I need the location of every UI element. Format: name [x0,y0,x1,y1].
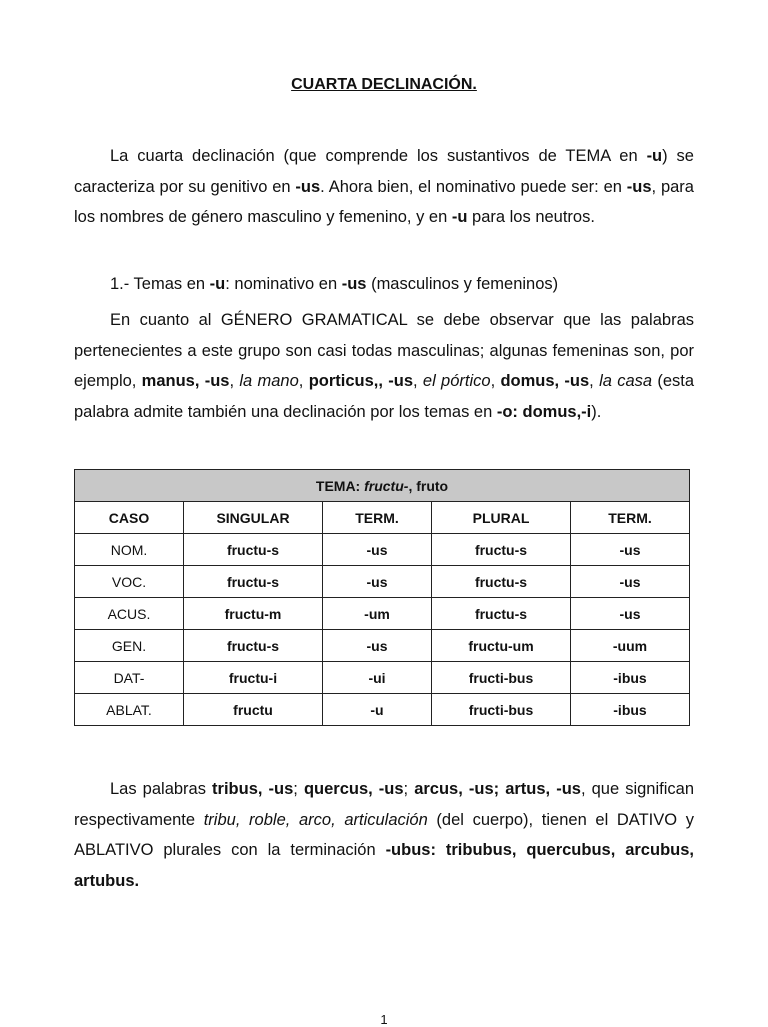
table-row [75,598,690,630]
case-cell: ABLAT. [75,694,184,726]
text: Las palabras [110,780,213,798]
bold-term: porticus,, -us [308,372,413,390]
gender-paragraph [74,305,694,427]
text: La cuarta declinación (que comprende los sustantivos de TEMA en [110,147,647,165]
italic-gloss: la mano [239,372,299,390]
table-row [75,630,690,662]
bold-term: arcus, -us; artus, -us [414,780,581,798]
text: En cuanto al GÉNERO GRAMATICAL se debe observar que las palabras pertenecientes a este grupo son casi todas masculinas; algunas femeninas son, por ejemplo, [74,311,694,390]
plural-cell: fructu-s [432,534,571,566]
bold-term: -ubus: tribubus, quercubus, arcubus, artubus. [74,841,694,890]
table-row [75,534,690,566]
tema-gloss: , fruto [408,477,449,494]
text: , [589,372,600,390]
table-title [75,470,690,502]
plural-ending-cell: -us [571,566,690,598]
singular-cell: fructu-i [184,662,323,694]
bold-term: -us [295,177,321,196]
singular-cell: fructu-m [184,598,323,630]
dative-ablative-paragraph [74,774,694,896]
singular-cell: fructu-s [184,534,323,566]
column-header: PLURAL [432,502,571,534]
plural-ending-cell: -ibus [571,662,690,694]
text: , que significan respectivamente [74,780,694,829]
table-header-row [75,502,690,534]
text: , para los nombres de género masculino y femenino, y en [74,177,694,226]
case-cell: VOC. [75,566,184,598]
text: (masculinos y femeninos) [366,275,559,293]
text: (esta palabra admite también una declinación por los temas en [74,372,695,421]
bold-term: -us [341,275,367,293]
plural-ending-cell: -uum [571,630,690,662]
bold-term: -u [209,275,226,293]
table-row [75,694,690,726]
italic-gloss: la casa [599,372,653,390]
plural-ending-cell: -us [571,534,690,566]
text: , [298,372,309,390]
text: ) se caracteriza por su genitivo en [74,147,694,196]
bold-term: -us [626,177,652,196]
intro-paragraph [74,141,694,233]
plural-ending-cell: -us [571,598,690,630]
text: . Ahora bien, el nominativo puede ser: en [320,177,627,196]
plural-cell: fructu-s [432,566,571,598]
text: , [413,372,423,390]
text: ; [403,780,415,798]
text: , [490,372,501,390]
table-row [75,662,690,694]
case-cell: DAT- [75,662,184,694]
text: 1.- Temas en [110,275,210,293]
singular-cell: fructu-s [184,566,323,598]
text: : nominativo en [225,275,342,293]
bold-term: -o: domus,-i [496,402,592,421]
text: , [229,372,240,390]
plural-cell: fructi-bus [432,662,571,694]
bold-term: manus, -us [141,372,230,390]
plural-cell: fructu-um [432,630,571,662]
singular-ending-cell: -u [323,694,432,726]
column-header: CASO [75,502,184,534]
plural-cell: fructi-bus [432,694,571,726]
plural-cell: fructu-s [432,598,571,630]
singular-ending-cell: -us [323,566,432,598]
case-cell: NOM. [75,534,184,566]
case-cell: ACUS. [75,598,184,630]
plural-ending-cell: -ibus [571,694,690,726]
singular-cell: fructu [184,694,323,726]
table-row [75,566,690,598]
text: (del cuerpo), tienen el DATIVO y ABLATIVO plurales con la terminación [74,810,694,859]
singular-cell: fructu-s [184,630,323,662]
singular-ending-cell: -um [323,598,432,630]
singular-ending-cell: -us [323,630,432,662]
section-heading-paragraph [74,269,694,300]
bold-term: quercus, -us [303,780,404,798]
singular-ending-cell: -us [323,534,432,566]
bold-term: domus, -us [500,372,590,390]
bold-term: -u [646,147,663,165]
bold-term: -u [451,208,468,226]
page-title: CUARTA DECLINACIÓN. [291,76,477,93]
column-header: TERM. [323,502,432,534]
text: ; [293,780,304,798]
text: ). [591,402,602,421]
italic-gloss: el pórtico [422,372,491,390]
page-number: 1 [380,1012,388,1027]
singular-ending-cell: -ui [323,662,432,694]
tema-stem: fructu- [364,477,409,494]
bold-term: tribus, -us [212,780,294,798]
case-cell: GEN. [75,630,184,662]
column-header: TERM. [571,502,690,534]
column-header: SINGULAR [184,502,323,534]
declension-table [74,469,690,726]
tema-label: TEMA: [315,477,365,494]
text: para los neutros. [467,208,595,226]
italic-gloss: tribu, roble, arco, articulación [203,810,428,829]
